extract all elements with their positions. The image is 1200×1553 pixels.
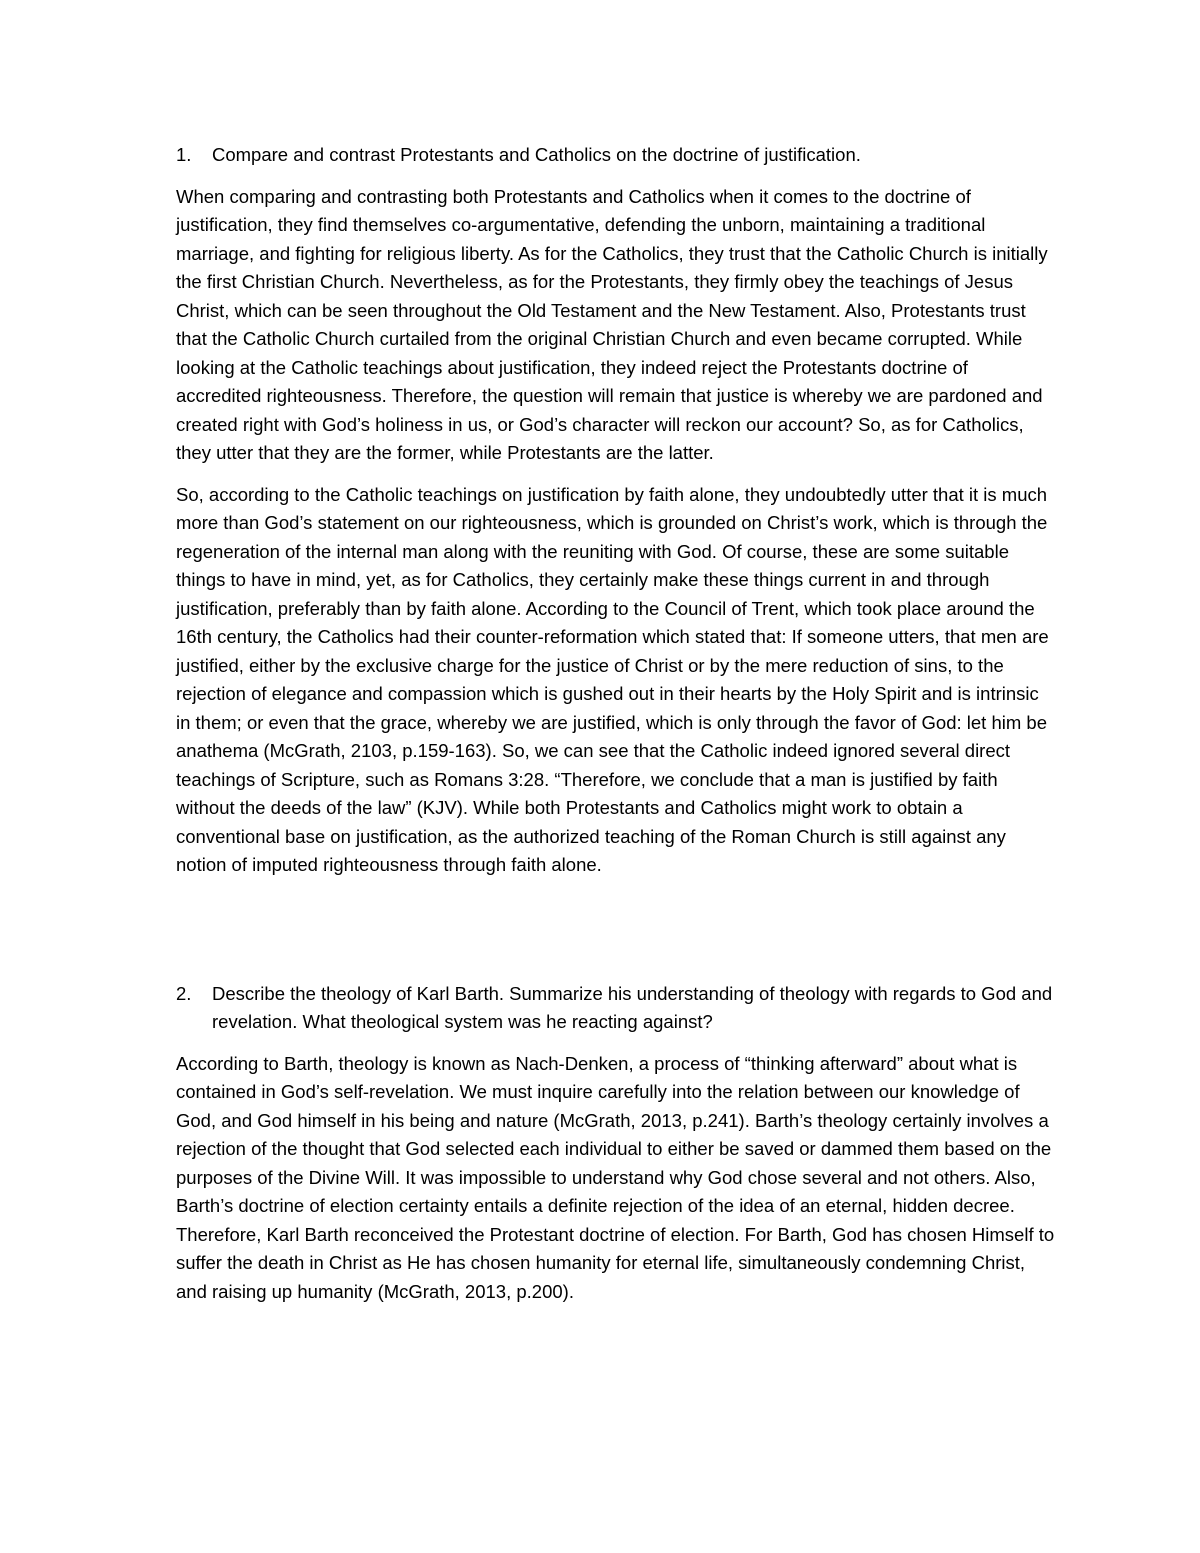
spacer [176,1037,1056,1050]
question-2-prompt: Describe the theology of Karl Barth. Summarize his understanding of theology with regards to God and revelation. What theological system was he reacting against? [212,982,1053,1032]
question-1-answer-paragraph-2: So, according to the Catholic teachings on justification by faith alone, they undoubtedly utter that it is much more than God’s statement on our righteousness, which is grounded on Christ’s work, which is through the regeneration of the internal man along with the reuniting with God. Of course, these are some suitable things to have in mind, yet, as for Catholics, they certainly make these things current in and through justification, preferably than by faith alone. According to the Council of Trent, which took place around the 16th century, the Catholics had their counter-reformation which stated that: If someone utters, that men are justified, either by the exclusive charge for the justice of Christ or by the mere reduction of sins, to the rejection of elegance and compassion which is gushed out in their hearts by the Holy Spirit and is intrinsic in them; or even that the grace, whereby we are justified, which is only through the favor of God: let him be anathema (McGrath, 2103, p.159-163). So, we can see that the Catholic indeed ignored several direct teachings of Scripture, such as Romans 3:28. “Therefore, we conclude that a man is justified by faith without the deeds of the law” (KJV). While both Protestants and Catholics might work to obtain a conventional base on justification, as the authorized teaching of the Roman Church is still against any notion of imputed righteousness through faith alone. [176,483,1049,875]
spacer [176,468,1056,481]
section-spacer [176,880,1056,980]
document-content [176,141,1056,1306]
question-1-heading [176,141,1056,170]
question-2-heading [176,980,1056,1037]
question-1-number: 1. [176,144,192,165]
spacer [176,170,1056,183]
question-2-number: 2. [176,982,192,1004]
question-2-answer-paragraph-1: According to Barth, theology is known as Nach-Denken, a process of “thinking afterward” about what is contained in God’s self-revelation. We must inquire carefully into the relation between our knowledge of God, and God himself in his being and nature (McGrath, 2013, p.241). Barth’s theology certainly involves a rejection of the thought that God selected each individual to either be saved or dammed them based on the purposes of the Divine Will. It was impossible to understand why God chose several and not others. Also, Barth’s doctrine of election certainty entails a definite rejection of the idea of an eternal, hidden decree. Therefore, Karl Barth reconceived the Protestant doctrine of election. For Barth, God has chosen Himself to suffer the death in Christ as He has chosen humanity for eternal life, simultaneously condemning Christ, and raising up humanity (McGrath, 2013, p.200). [176,1052,1055,1302]
question-1-answer-paragraph-1: When comparing and contrasting both Protestants and Catholics when it comes to the doctrine of justification, they find themselves co-argumentative, defending the unborn, maintaining a traditional marriage, and fighting for religious liberty. As for the Catholics, they trust that the Catholic Church is initially the first Christian Church. Nevertheless, as for the Protestants, they firmly obey the teachings of Jesus Christ, which can be seen throughout the Old Testament and the New Testament. Also, Protestants trust that the Catholic Church curtailed from the original Christian Church and even became corrupted. While looking at the Catholic teachings about justification, they indeed reject the Protestants doctrine of accredited righteousness. Therefore, the question will remain that justice is whereby we are pardoned and created right with God’s holiness in us, or God’s character will reckon our account? So, as for Catholics, they utter that they are the former, while Protestants are the latter. [176,185,1048,463]
question-1-prompt: Compare and contrast Protestants and Catholics on the doctrine of justification. [212,144,861,165]
